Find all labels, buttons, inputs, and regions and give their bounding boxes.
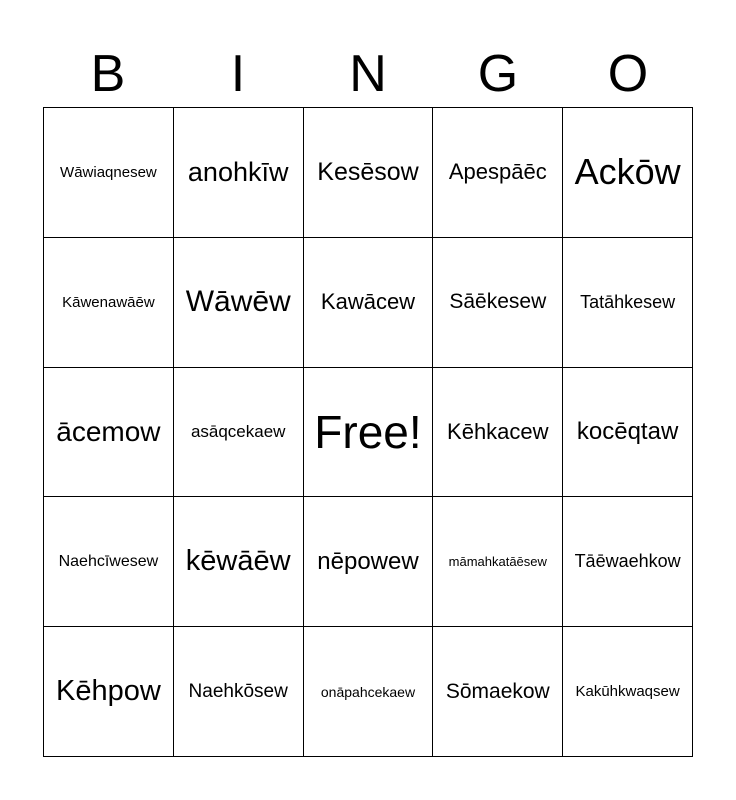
bingo-cell: asāqcekaew: [174, 368, 304, 498]
header-letter-g: G: [477, 45, 519, 103]
bingo-cell: onāpahcekaew: [304, 627, 434, 757]
bingo-cell: Kakūhkwaqsew: [563, 627, 693, 757]
bingo-cell: Kēhpow: [44, 627, 174, 757]
bingo-cell: Kēhkacew: [433, 368, 563, 498]
bingo-cell: Wāwēw: [174, 238, 304, 368]
bingo-cell: kocēqtaw: [563, 368, 693, 498]
free-space-cell: Free!: [304, 368, 434, 498]
bingo-cell: Kāwenawāēw: [44, 238, 174, 368]
bingo-cell: kēwāēw: [174, 497, 304, 627]
bingo-cell: Tatāhkesew: [563, 238, 693, 368]
bingo-cell: nēpowew: [304, 497, 434, 627]
bingo-cell: Sōmaekow: [433, 627, 563, 757]
bingo-cell: Sāēkesew: [433, 238, 563, 368]
bingo-cell: Tāēwaehkow: [563, 497, 693, 627]
bingo-cell: Ackōw: [563, 108, 693, 238]
header-letter-i: I: [230, 45, 246, 103]
bingo-header: [43, 40, 693, 108]
header-letter-b: B: [90, 45, 126, 103]
bingo-board: [43, 107, 693, 757]
header-letter-n: N: [349, 45, 387, 103]
bingo-cell: anohkīw: [174, 108, 304, 238]
bingo-cell: Naehkōsew: [174, 627, 304, 757]
bingo-cell: Wāwiaqnesew: [44, 108, 174, 238]
bingo-cell: Apespāēc: [433, 108, 563, 238]
bingo-cell: Kawācew: [304, 238, 434, 368]
bingo-cell: ācemow: [44, 368, 174, 498]
bingo-cell: māmahkatāēsew: [433, 497, 563, 627]
header-letter-o: O: [607, 45, 649, 103]
bingo-cell: Naehcīwesew: [44, 497, 174, 627]
bingo-cell: Kesēsow: [304, 108, 434, 238]
